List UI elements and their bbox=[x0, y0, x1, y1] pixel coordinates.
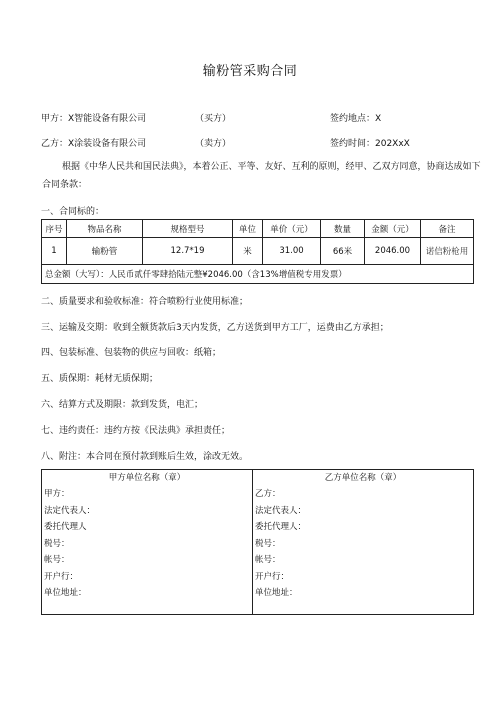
clause-payment: 六、结算方式及期限：款到发货，电汇； bbox=[41, 400, 204, 410]
seller-field-account: 帐号： bbox=[255, 555, 281, 565]
sign-place: 签约地点：X bbox=[330, 114, 382, 124]
header-index: 序号 bbox=[42, 220, 67, 238]
cell-item-name: 输粉管 bbox=[67, 238, 143, 265]
buyer-field-bank: 开户行： bbox=[44, 571, 79, 582]
signature-table bbox=[41, 469, 474, 615]
intro-paragraph: 根据《中华人民共和国民法典》，本着公正、平等、友好、互利的原则，经甲、乙双方同意，协商达成如下合同条款： bbox=[42, 162, 481, 190]
clause-notes: 八、附注：本合同在预付款到账后生效，涂改无效。 bbox=[41, 452, 249, 462]
cell-quantity: 66米 bbox=[321, 238, 365, 265]
sign-time: 签约时间：202XxX bbox=[330, 139, 410, 149]
buyer-unit-heading: 甲方单位名称（章） bbox=[108, 473, 186, 483]
table-header-row bbox=[42, 220, 474, 238]
cell-unit-price: 31.00 bbox=[263, 238, 321, 265]
cell-index: 1 bbox=[42, 238, 67, 265]
header-amount: 金额（元） bbox=[365, 220, 421, 238]
seller-field-legal-rep: 法定代表人： bbox=[255, 505, 307, 516]
buyer-field-legal-rep: 法定代表人： bbox=[44, 505, 96, 516]
clause-packaging: 四、包装标准、包装物的供应与回收：纸箱； bbox=[41, 348, 222, 358]
seller-party: 乙方：X涂装设备有限公司 bbox=[41, 139, 147, 149]
header-remarks: 备注 bbox=[421, 220, 474, 238]
clause-delivery: 三、运输及交期：收到全额货款后3天内发货，乙方送货到甲方工厂，运费由乙方承担； bbox=[41, 323, 389, 333]
table-total-row bbox=[42, 265, 474, 284]
buyer-field-agent: 委托代理人 bbox=[44, 522, 87, 532]
cell-amount: 2046.00 bbox=[365, 238, 421, 265]
buyer-role: （买方） bbox=[195, 114, 232, 124]
buyer-field-tax-id: 税号： bbox=[44, 538, 70, 549]
clause-warranty: 五、质保期：耗材无质保期； bbox=[41, 374, 159, 384]
buyer-field-account: 帐号： bbox=[44, 555, 70, 565]
seller-signature-block bbox=[253, 470, 474, 615]
header-spec: 规格型号 bbox=[143, 220, 233, 238]
table-row bbox=[42, 238, 474, 265]
seller-field-agent: 委托代理人： bbox=[255, 522, 307, 532]
cell-spec: 12.7*19 bbox=[143, 238, 233, 265]
seller-role: （卖方） bbox=[195, 139, 232, 149]
seller-field-tax-id: 税号： bbox=[255, 538, 281, 549]
contract-title: 输粉管采购合同 bbox=[202, 64, 298, 79]
header-unit-price: 单价（元） bbox=[263, 220, 321, 238]
header-unit: 单位 bbox=[233, 220, 263, 238]
clause-quality: 二、质量要求和验收标准：符合喷粉行业使用标准； bbox=[41, 297, 249, 307]
buyer-field-party: 甲方： bbox=[44, 489, 70, 499]
header-item-name: 物品名称 bbox=[67, 220, 143, 238]
clause-liability: 七、违约责任：违约方按《民法典》承担责任； bbox=[41, 426, 231, 436]
seller-unit-heading: 乙方单位名称（章） bbox=[324, 473, 402, 483]
buyer-party: 甲方：X智能设备有限公司 bbox=[41, 114, 147, 124]
cell-unit: 米 bbox=[233, 238, 263, 265]
buyer-signature-block bbox=[42, 470, 253, 615]
seller-field-bank: 开户行： bbox=[255, 571, 290, 582]
header-quantity: 数量 bbox=[321, 220, 365, 238]
cell-remarks: 诺信粉枪用 bbox=[421, 238, 474, 265]
seller-field-party: 乙方： bbox=[255, 489, 281, 499]
items-table bbox=[41, 219, 474, 284]
seller-field-address: 单位地址： bbox=[255, 588, 298, 598]
buyer-field-address: 单位地址： bbox=[44, 588, 87, 598]
section-heading-subject: 一、合同标的： bbox=[41, 207, 105, 217]
total-amount: 总金额（大写）：人民币贰仟零肆拾陆元整¥2046.00（含13%增值税专用发票） bbox=[42, 265, 474, 284]
